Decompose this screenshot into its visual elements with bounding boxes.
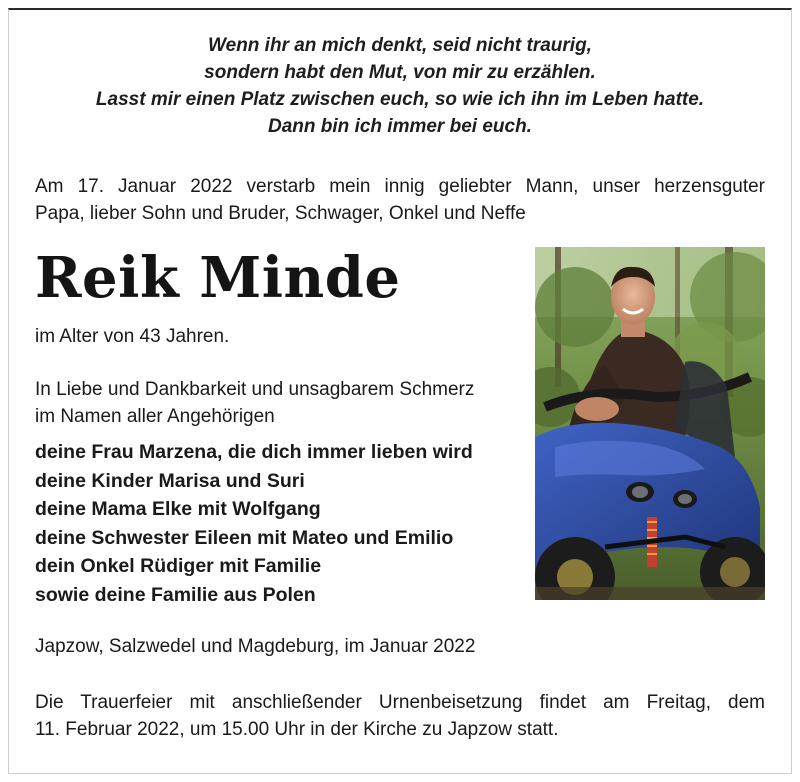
poem-line: Wenn ihr an mich denkt, seid nicht traurig,: [208, 35, 592, 56]
poem-line: Lasst mir einen Platz zwischen euch, so wie ich ihn im Leben hatte.: [95, 89, 705, 110]
funeral-info: [35, 689, 765, 743]
place-date: Japzow, Salzwedel und Magdeburg, im Januar 2022: [35, 636, 476, 657]
deceased-name: Reik Minde: [35, 245, 401, 311]
mourning-line: im Namen aller Angehörigen: [35, 406, 275, 427]
poem-line: sondern habt den Mut, von mir zu erzählen.: [204, 62, 596, 83]
family-member: sowie deine Familie aus Polen: [35, 583, 316, 606]
memorial-poem: [0, 32, 800, 140]
family-list: [35, 438, 473, 609]
age-text: im Alter von 43 Jahren.: [35, 326, 230, 347]
family-member: deine Frau Marzena, die dich immer lieben wird: [35, 441, 473, 463]
announcement-line: Am 17. Januar 2022 verstarb mein innig geliebter Mann, unser herzensguter: [35, 176, 765, 197]
announcement-line: Papa, lieber Sohn und Bruder, Schwager, Onkel und Neffe: [35, 203, 526, 224]
mourning-line: In Liebe und Dankbarkeit und unsagbarem Schmerz: [35, 379, 475, 400]
family-member: deine Schwester Eileen mit Mateo und Emilio: [35, 526, 454, 549]
funeral-line: Die Trauerfeier mit anschließender Urnenbeisetzung findet am Freitag, dem: [35, 692, 765, 713]
mourning-text: [35, 376, 474, 430]
family-member: deine Kinder Marisa und Suri: [35, 469, 305, 492]
portrait-photo: [535, 247, 765, 600]
poem-line: Dann bin ich immer bei euch.: [268, 116, 532, 137]
family-member: dein Onkel Rüdiger mit Familie: [35, 555, 322, 577]
funeral-line: 11. Februar 2022, um 15.00 Uhr in der Kirche zu Japzow statt.: [35, 719, 559, 740]
family-member: deine Mama Elke mit Wolfgang: [35, 498, 321, 520]
death-announcement: [35, 173, 765, 227]
